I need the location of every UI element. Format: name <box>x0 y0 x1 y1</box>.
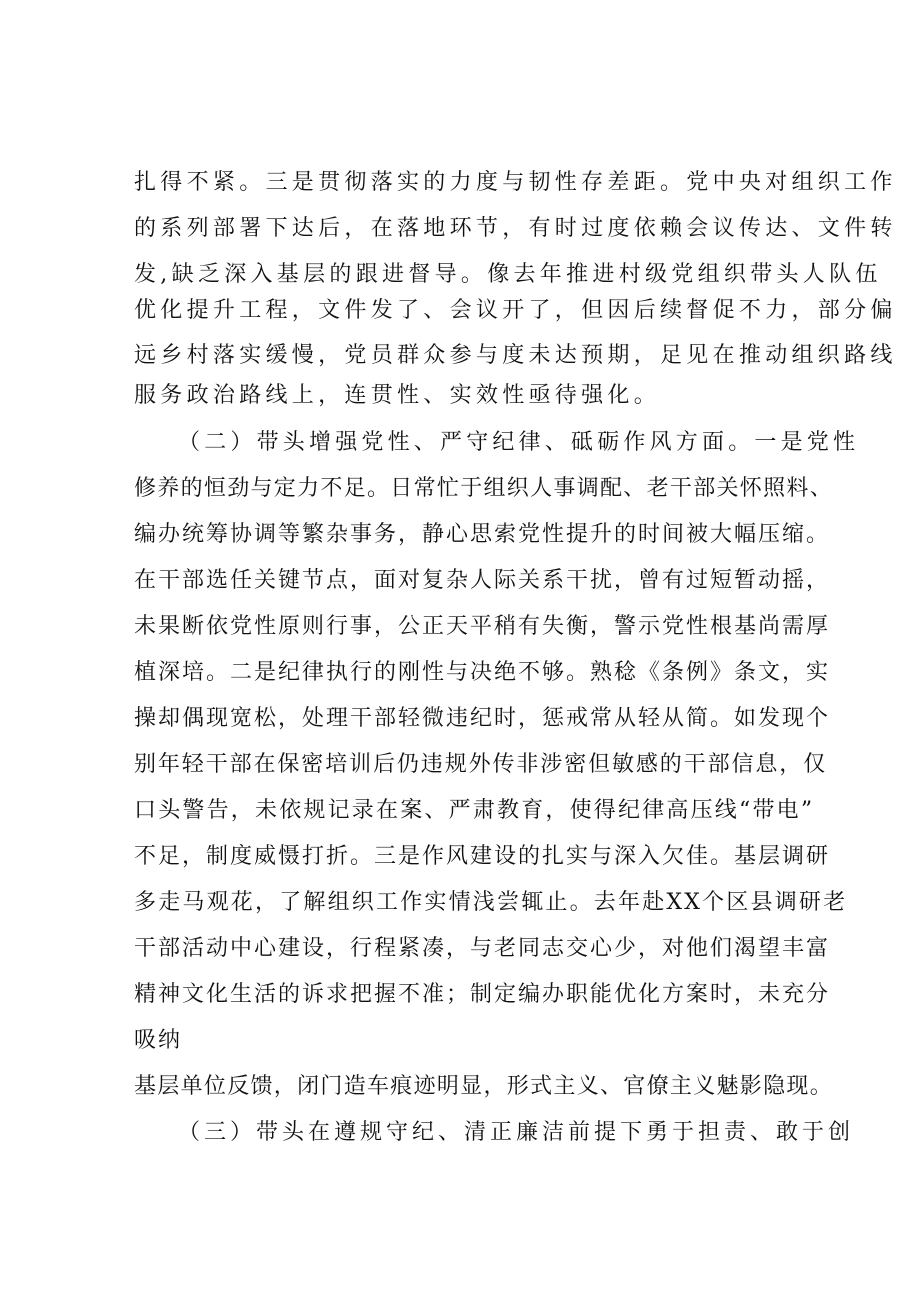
paragraph-2-line-12: 干部活动中心建设，行程紧凑，与老同志交心少，对他们渴望丰富 <box>134 936 831 961</box>
paragraph-2-line-14: 吸纳 <box>134 1028 183 1053</box>
paragraph-1-line-2: 的系列部署下达后，在落地环节，有时过度依赖会议传达、文件转 <box>134 216 897 241</box>
paragraph-1-line-5: 远乡村落实缓慢，党员群众参与度未达预期，足见在推动组织路线 <box>134 343 897 368</box>
paragraph-1-line-3: 发,缺乏深入基层的跟进督导。像去年推进村级党组织带头人队伍 <box>134 262 882 287</box>
paragraph-2-line-6: 植深培。二是纪律执行的刚性与决绝不够。熟稔《条例》条文，实 <box>134 660 831 685</box>
paragraph-2-line-5: 未果断依党性原则行事，公正天平稍有失衡，警示党性根基尚需厚 <box>134 614 831 639</box>
paragraph-2-line-7: 操却偶现宽松，处理干部轻微违纪时，惩戒常从轻从简。如发现个 <box>134 706 831 731</box>
paragraph-2-line-3: 编办统筹协调等繁杂事务，静心思索党性提升的时间被大幅压缩。 <box>134 522 831 547</box>
paragraph-2-line-9: 口头警告，未依规记录在案、严肃教育，使得纪律高压线“带电” <box>134 798 815 823</box>
paragraph-1-line-1: 扎得不紧。三是贯彻落实的力度与韧性存差距。党中央对组织工作 <box>134 170 897 195</box>
paragraph-2-line-8: 别年轻干部在保密培训后仍违规外传非涉密但敏感的干部信息，仅 <box>134 752 828 777</box>
paragraph-2-line-11: 多走马观花，了解组织工作实情浅尝辄止。去年赴XX个区县调研老 <box>134 890 848 915</box>
paragraph-2-line-2: 修养的恒劲与定力不足。日常忙于组织人事调配、老干部关怀照料、 <box>134 476 834 501</box>
paragraph-2-line-1: （二）带头增强党性、严守纪律、砥砺作风方面。一是党性 <box>178 430 860 455</box>
paragraph-2-line-13: 精神文化生活的诉求把握不准；制定编办职能优化方案时，未充分 <box>134 982 831 1007</box>
paragraph-3-line-1: （三）带头在遵规守纪、清正廉洁前提下勇于担责、敢于创 <box>178 1120 855 1145</box>
paragraph-1-line-6: 服务政治路线上，连贯性、实效性亟待强化。 <box>134 383 661 408</box>
paragraph-2-line-4: 在干部选任关键节点，面对复杂人际关系干扰，曾有过短暂动摇， <box>134 568 831 593</box>
paragraph-2-line-10: 不足，制度威慑打折。三是作风建设的扎实与深入欠佳。基层调研 <box>134 844 831 869</box>
paragraph-2-line-15: 基层单位反馈，闭门造车痕迹明显，形式主义、官僚主义魅影隐现。 <box>134 1074 834 1099</box>
paragraph-1-line-4: 优化提升工程，文件发了、会议开了，但因后续督促不力，部分偏 <box>134 298 897 323</box>
